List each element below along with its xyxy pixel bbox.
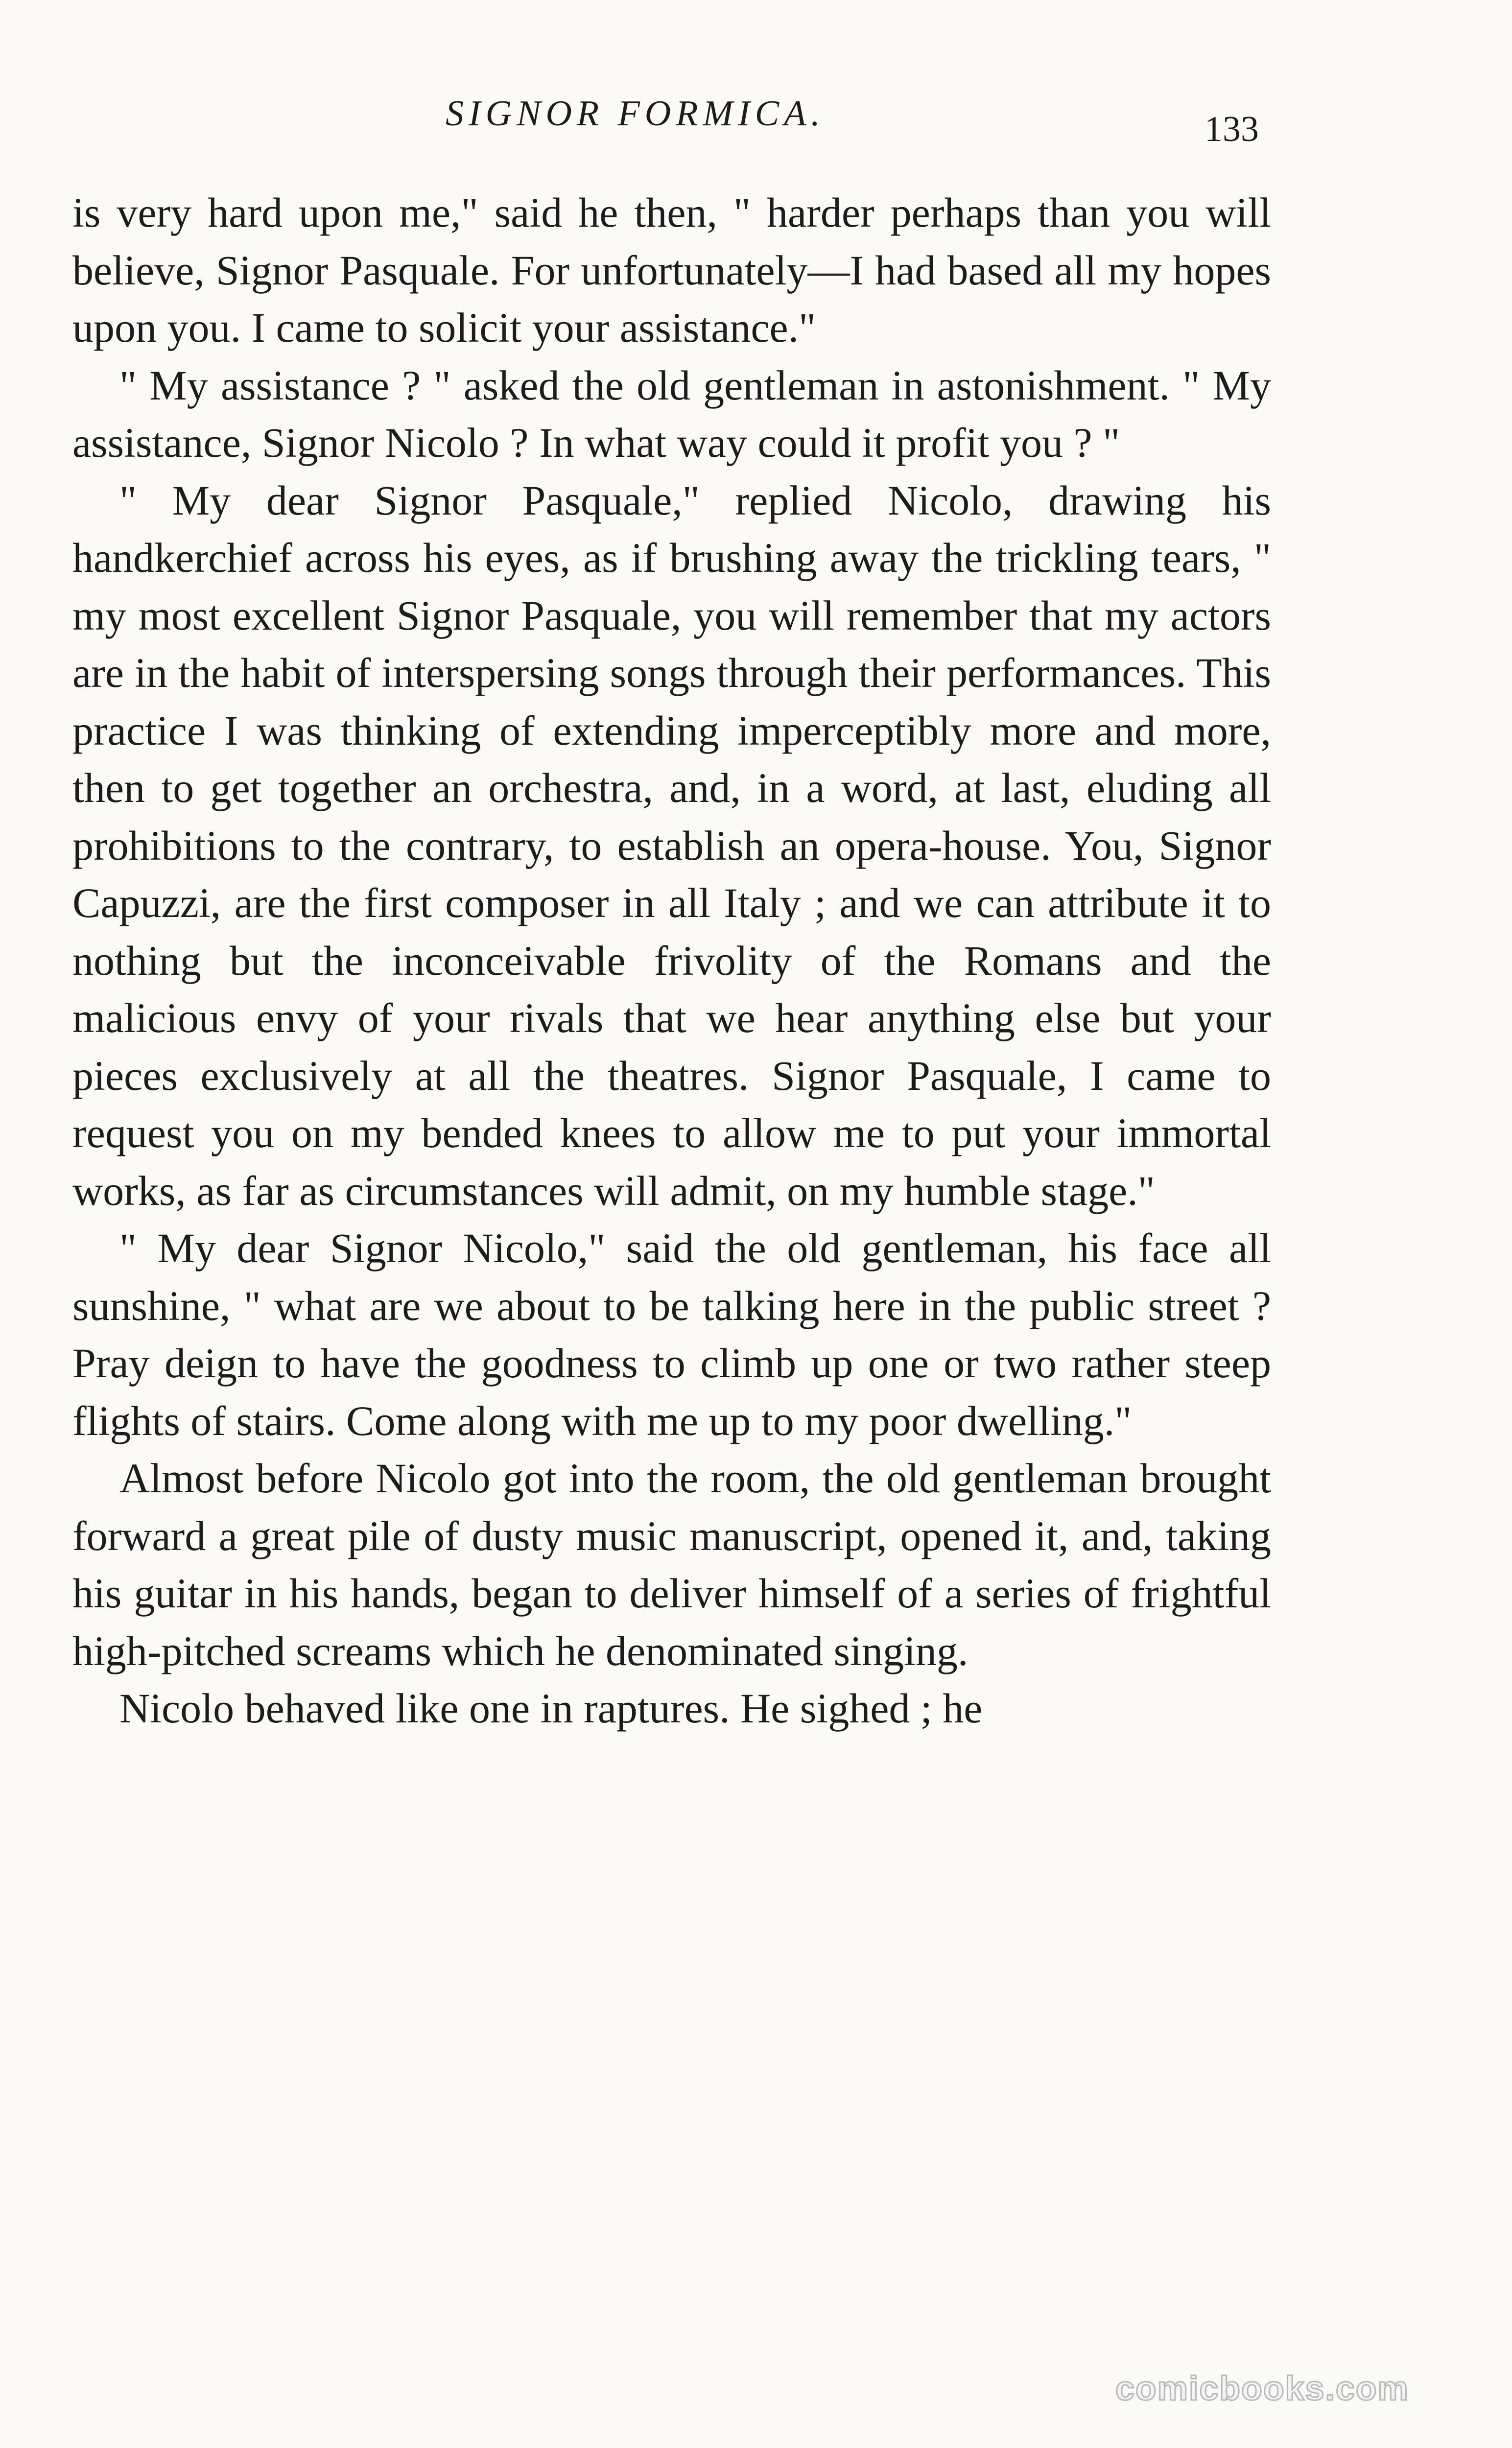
paragraph: " My dear Signor Nicolo," said the old gentleman, his face all sunshine, " what are we about to be talking here in the public street ? Pray deign to have the goodness to climb up one or two rather steep flights of stairs. Come along with me up to my poor dwelling." [72,1224,1271,1444]
running-head [0,93,1512,147]
running-title: SIGNOR FORMICA. [446,94,825,134]
body-text [72,184,1271,1738]
paragraph: Almost before Nicolo got into the room, the old gentleman brought forward a great pile of dusty music manuscript, opened it, and, taking his guitar in his hands, began to deliver himself of a series of frightful high-pitched screams which he denominated singing. [72,1455,1271,1674]
paragraph: Nicolo behaved like one in raptures. He sighed ; he [119,1685,983,1732]
paragraph: is very hard upon me," said he then, " harder perhaps than you will believe, Signor Pasquale. For unfortunately—I had based all my hopes upon you. I came to solicit your assistance." [72,189,1271,351]
paragraph: " My dear Signor Pasquale," replied Nicolo, drawing his handkerchief across his eyes, as if brushing away the trickling tears, " my most excellent Signor Pasquale, you will remember that my actors are in the habit of interspersing songs through their performances. This practice I was thinking of extending imperceptibly more and more, then to get together an orchestra, and, in a word, at last, eluding all prohibitions to the contrary, to establish an opera-house. You, Signor Capuzzi, are the first composer in all Italy ; and we can attribute it to nothing but the inconceivable frivolity of the Romans and the malicious envy of your rivals that we hear anything else but your pieces exclusively at all the theatres. Signor Pasquale, I came to request you on my bended knees to allow me to put your immortal works, as far as circumstances will admit, on my humble stage." [72,476,1271,1214]
paragraph: " My assistance ? " asked the old gentleman in astonishment. " My assistance, Signor Nicolo ? In what way could it profit you ? " [72,361,1271,466]
watermark: comicbooks.com [1115,2369,1409,2407]
page-number: 133 [1205,109,1259,149]
